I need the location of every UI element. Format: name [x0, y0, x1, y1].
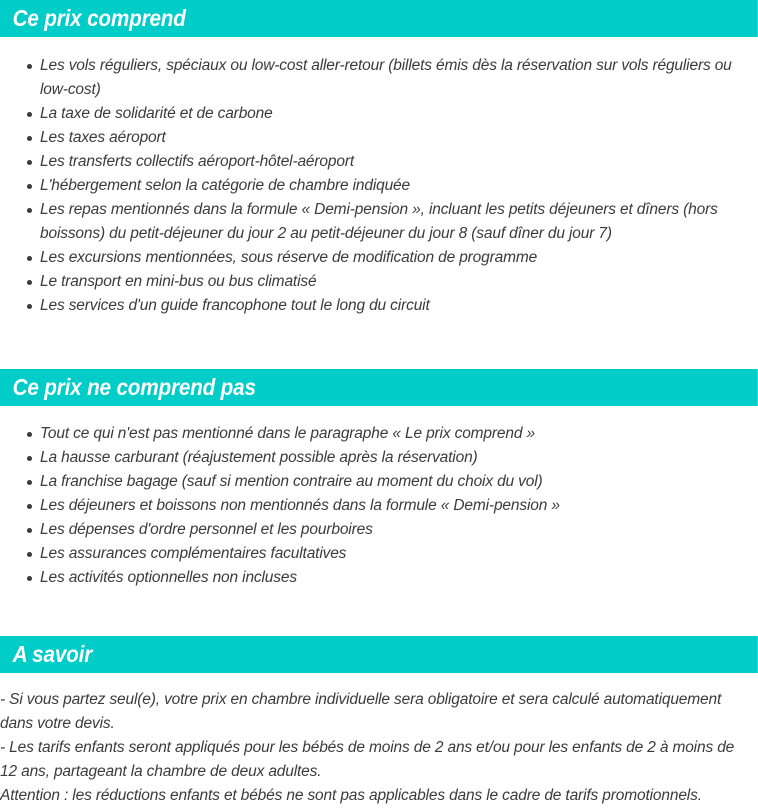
note-paragraph: Attention : les réductions enfants et bébés ne sont pas applicables dans le cadre de tarifs promotionnels.	[0, 787, 702, 804]
list-item	[0, 270, 758, 294]
list-item-text: Le transport en mini-bus ou bus climatisé	[40, 273, 317, 290]
list-item-text: Les excursions mentionnées, sous réserve de modification de programme	[40, 249, 538, 266]
list-item-text: Les déjeuners et boissons non mentionnés dans la formule « Demi-pension »	[40, 497, 560, 514]
note-paragraph: - Si vous partez seul(e), votre prix en chambre individuelle sera obligatoire et sera calculé automatiquement dans votre devis.	[0, 691, 722, 732]
list-item	[0, 518, 758, 542]
list-item-text: Les services d'un guide francophone tout le long du circuit	[40, 297, 430, 314]
list-item	[0, 566, 758, 590]
section-header-not-included	[0, 369, 758, 406]
section-title-not-included: Ce prix ne comprend pas	[12, 374, 256, 400]
list-item-text: Les dépenses d'ordre personnel et les pourboires	[40, 521, 373, 538]
not-included-list	[0, 406, 758, 590]
list-item	[0, 150, 758, 174]
list-item	[0, 54, 758, 102]
section-header-good-to-know	[0, 636, 758, 673]
section-spacer	[0, 590, 758, 636]
list-item-text: Tout ce qui n'est pas mentionné dans le paragraphe « Le prix comprend »	[40, 425, 535, 442]
included-list	[0, 37, 758, 318]
section-title-good-to-know: A savoir	[12, 641, 93, 667]
list-item	[0, 102, 758, 126]
section-spacer	[0, 318, 758, 369]
list-item	[0, 174, 758, 198]
good-to-know-notes	[0, 673, 758, 808]
list-item-text: La franchise bagage (sauf si mention contraire au moment du choix du vol)	[40, 473, 543, 490]
list-item	[0, 446, 758, 470]
list-item	[0, 198, 758, 246]
list-item	[0, 294, 758, 318]
list-item	[0, 126, 758, 150]
list-item	[0, 494, 758, 518]
section-header-included	[0, 0, 758, 37]
list-item-text: La hausse carburant (réajustement possible après la réservation)	[40, 449, 478, 466]
list-item-text: Les transferts collectifs aéroport-hôtel-aéroport	[40, 153, 354, 170]
list-item	[0, 542, 758, 566]
list-item	[0, 246, 758, 270]
list-item-text: Les assurances complémentaires facultatives	[40, 545, 347, 562]
list-item-text: La taxe de solidarité et de carbone	[40, 105, 273, 122]
list-item-text: Les taxes aéroport	[40, 129, 166, 146]
list-item-text: Les activités optionnelles non incluses	[40, 569, 297, 586]
list-item	[0, 422, 758, 446]
list-item	[0, 470, 758, 494]
section-title-included: Ce prix comprend	[12, 5, 186, 31]
list-item-text: Les vols réguliers, spéciaux ou low-cost aller-retour (billets émis dès la réservation sur vols réguliers ou low-cost)	[40, 57, 732, 98]
note-paragraph: - Les tarifs enfants seront appliqués pour les bébés de moins de 2 ans et/ou pour les enfants de 2 à moins de 12 ans, partageant la chambre de deux adultes.	[0, 739, 735, 780]
list-item-text: L'hébergement selon la catégorie de chambre indiquée	[40, 177, 410, 194]
list-item-text: Les repas mentionnés dans la formule « Demi-pension », incluant les petits déjeuners et dîners (hors boissons) du petit-déjeuner du jour 2 au petit-déjeuner du jour 8 (sauf dîner du jour 7)	[40, 201, 718, 242]
